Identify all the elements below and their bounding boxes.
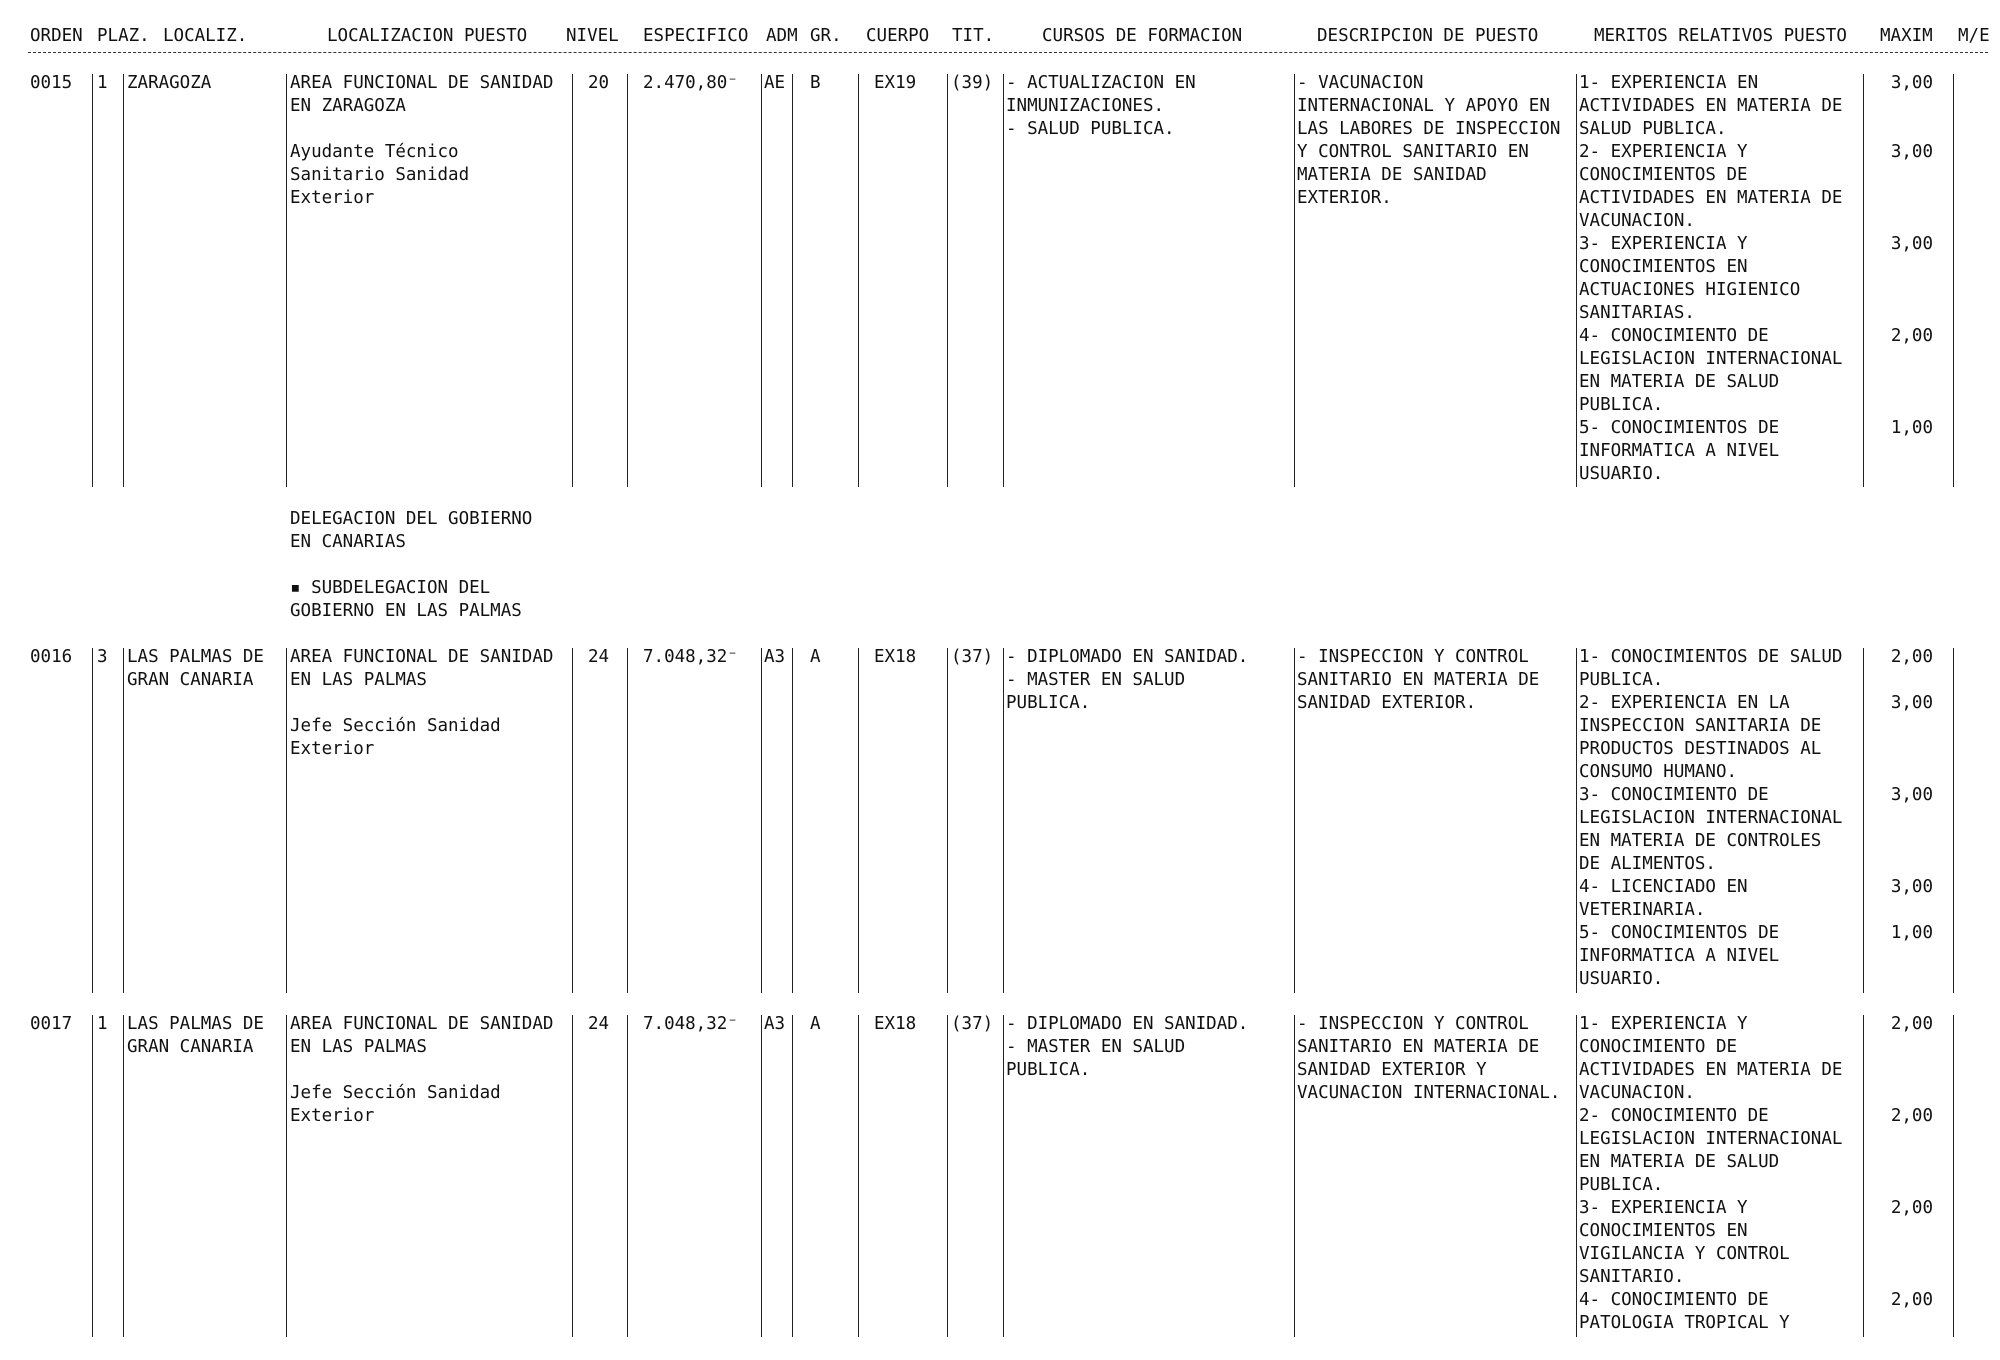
localizacion-puesto-value: AREA FUNCIONAL DE SANIDAD EN LAS PALMAS Jefe Sección Sanidad Exterior bbox=[290, 1014, 554, 1126]
column-divider bbox=[858, 648, 859, 993]
column-divider bbox=[1003, 1015, 1004, 1337]
localiz-value: ZARAGOZA bbox=[127, 73, 212, 93]
merito-item: 3- EXPERIENCIA Y CONOCIMIENTOS EN ACTUACIONES HIGIENICO SANITARIAS. bbox=[1579, 234, 1801, 323]
column-divider bbox=[761, 648, 762, 993]
column-divider bbox=[123, 1015, 124, 1337]
header-cursos: CURSOS DE FORMACION bbox=[1042, 26, 1243, 46]
plaz-value: 1 bbox=[97, 73, 108, 93]
cuerpo-value: EX19 bbox=[874, 73, 917, 93]
merito-item: 4- CONOCIMIENTO DE LEGISLACION INTERNACIONAL EN MATERIA DE SALUD PUBLICA. bbox=[1579, 326, 1843, 415]
column-divider bbox=[1003, 74, 1004, 487]
descripcion-value: - INSPECCION Y CONTROL SANITARIO EN MATERIA DE SANIDAD EXTERIOR Y VACUNACION INTERNACIONAL. bbox=[1297, 1014, 1561, 1103]
column-divider bbox=[286, 648, 287, 993]
column-divider bbox=[1953, 648, 1954, 993]
merito-max: 2,00 bbox=[1890, 1198, 1933, 1218]
delegacion-title: DELEGACION DEL GOBIERNO EN CANARIAS bbox=[290, 509, 533, 552]
column-divider bbox=[1576, 74, 1577, 487]
column-divider bbox=[858, 1015, 859, 1337]
plaz-value: 3 bbox=[97, 647, 108, 667]
column-divider bbox=[627, 74, 628, 487]
nivel-value: 24 bbox=[588, 1014, 610, 1034]
header-tit: TIT. bbox=[952, 26, 995, 46]
column-divider bbox=[761, 74, 762, 487]
column-divider bbox=[1576, 648, 1577, 993]
cursos-value: - ACTUALIZACION EN INMUNIZACIONES. - SALUD PUBLICA. bbox=[1006, 73, 1196, 139]
column-divider bbox=[947, 74, 948, 487]
nivel-value: 24 bbox=[588, 647, 610, 667]
column-divider bbox=[92, 1015, 93, 1337]
column-divider bbox=[858, 74, 859, 487]
column-divider bbox=[92, 74, 93, 487]
merito-max: 2,00 bbox=[1890, 1014, 1933, 1034]
merito-max: 3,00 bbox=[1890, 785, 1933, 805]
tit-value: (39) bbox=[951, 73, 994, 93]
merito-max: 3,00 bbox=[1890, 73, 1933, 93]
column-divider bbox=[1294, 648, 1295, 993]
header-maxim: MAXIM bbox=[1880, 26, 1933, 46]
especifico-value: 2.470,80⁻ bbox=[643, 73, 738, 93]
column-divider bbox=[1294, 74, 1295, 487]
especifico-value: 7.048,32⁻ bbox=[643, 1014, 738, 1034]
header-meritos: MERITOS RELATIVOS PUESTO bbox=[1594, 26, 1847, 46]
header-localizacion-puesto: LOCALIZACION PUESTO bbox=[327, 26, 528, 46]
column-divider bbox=[123, 74, 124, 487]
column-divider bbox=[627, 648, 628, 993]
column-divider bbox=[286, 74, 287, 487]
merito-item: 1- EXPERIENCIA Y CONOCIMIENTO DE ACTIVIDADES EN MATERIA DE VACUNACION. bbox=[1579, 1014, 1843, 1103]
merito-max: 2,00 bbox=[1890, 1290, 1933, 1310]
merito-item: 1- CONOCIMIENTOS DE SALUD PUBLICA. bbox=[1579, 647, 1843, 690]
especifico-value: 7.048,32⁻ bbox=[643, 647, 738, 667]
header-orden: ORDEN bbox=[30, 26, 83, 46]
header-especifico: ESPECIFICO bbox=[643, 26, 749, 46]
merito-item: 4- CONOCIMIENTO DE PATOLOGIA TROPICAL Y bbox=[1579, 1290, 1790, 1333]
column-divider bbox=[572, 1015, 573, 1337]
gr-value: A bbox=[810, 1014, 821, 1034]
cursos-value: - DIPLOMADO EN SANIDAD. - MASTER EN SALUD PUBLICA. bbox=[1006, 647, 1249, 713]
column-divider bbox=[92, 648, 93, 993]
merito-item: 2- CONOCIMIENTO DE LEGISLACION INTERNACIONAL EN MATERIA DE SALUD PUBLICA. bbox=[1579, 1106, 1843, 1195]
column-divider bbox=[572, 74, 573, 487]
merito-max: 1,00 bbox=[1890, 923, 1933, 943]
header-gr: GR. bbox=[810, 26, 842, 46]
header-adm: ADM bbox=[766, 26, 798, 46]
orden-value: 0015 bbox=[30, 73, 73, 93]
column-divider bbox=[1576, 1015, 1577, 1337]
merito-max: 2,00 bbox=[1890, 647, 1933, 667]
column-divider bbox=[947, 1015, 948, 1337]
merito-max: 1,00 bbox=[1890, 418, 1933, 438]
subdelegacion-title: ▪ SUBDELEGACION DEL GOBIERNO EN LAS PALMAS bbox=[290, 578, 522, 621]
merito-item: 2- EXPERIENCIA Y CONOCIMIENTOS DE ACTIVIDADES EN MATERIA DE VACUNACION. bbox=[1579, 142, 1843, 231]
column-divider bbox=[123, 648, 124, 993]
descripcion-value: - VACUNACION INTERNACIONAL Y APOYO EN LAS LABORES DE INSPECCION Y CONTROL SANITARIO EN MATERIA DE SANIDAD EXTERIOR. bbox=[1297, 73, 1561, 208]
column-divider bbox=[1003, 648, 1004, 993]
header-nivel: NIVEL bbox=[566, 26, 619, 46]
localiz-value: LAS PALMAS DE GRAN CANARIA bbox=[127, 647, 264, 690]
merito-max: 2,00 bbox=[1890, 1106, 1933, 1126]
column-divider bbox=[1953, 1015, 1954, 1337]
nivel-value: 20 bbox=[588, 73, 610, 93]
column-divider bbox=[1294, 1015, 1295, 1337]
column-divider bbox=[1953, 74, 1954, 487]
merito-item: 5- CONOCIMIENTOS DE INFORMATICA A NIVEL USUARIO. bbox=[1579, 923, 1780, 989]
merito-max: 3,00 bbox=[1890, 142, 1933, 162]
column-divider bbox=[572, 648, 573, 993]
cuerpo-value: EX18 bbox=[874, 1014, 917, 1034]
localiz-value: LAS PALMAS DE GRAN CANARIA bbox=[127, 1014, 264, 1057]
orden-value: 0016 bbox=[30, 647, 73, 667]
header-divider bbox=[28, 52, 1988, 53]
merito-max: 2,00 bbox=[1890, 326, 1933, 346]
adm-value: A3 bbox=[764, 647, 786, 667]
header-plaz: PLAZ. bbox=[97, 26, 150, 46]
adm-value: A3 bbox=[764, 1014, 786, 1034]
column-divider bbox=[286, 1015, 287, 1337]
column-divider bbox=[792, 74, 793, 487]
merito-item: 1- EXPERIENCIA EN ACTIVIDADES EN MATERIA DE SALUD PUBLICA. bbox=[1579, 73, 1843, 139]
merito-max: 3,00 bbox=[1890, 234, 1933, 254]
merito-item: 3- CONOCIMIENTO DE LEGISLACION INTERNACIONAL EN MATERIA DE CONTROLES DE ALIMENTOS. bbox=[1579, 785, 1843, 874]
header-localiz: LOCALIZ. bbox=[163, 26, 248, 46]
localizacion-puesto-value: AREA FUNCIONAL DE SANIDAD EN LAS PALMAS Jefe Sección Sanidad Exterior bbox=[290, 647, 554, 759]
gr-value: B bbox=[810, 73, 821, 93]
column-divider bbox=[947, 648, 948, 993]
adm-value: AE bbox=[764, 73, 786, 93]
cuerpo-value: EX18 bbox=[874, 647, 917, 667]
merito-max: 3,00 bbox=[1890, 693, 1933, 713]
column-divider bbox=[792, 1015, 793, 1337]
column-divider bbox=[792, 648, 793, 993]
header-cuerpo: CUERPO bbox=[866, 26, 930, 46]
plaz-value: 1 bbox=[97, 1014, 108, 1034]
merito-item: 5- CONOCIMIENTOS DE INFORMATICA A NIVEL USUARIO. bbox=[1579, 418, 1780, 484]
merito-max: 3,00 bbox=[1890, 877, 1933, 897]
column-divider bbox=[627, 1015, 628, 1337]
orden-value: 0017 bbox=[30, 1014, 73, 1034]
header-me: M/E bbox=[1958, 26, 1990, 46]
header-descripcion: DESCRIPCION DE PUESTO bbox=[1317, 26, 1539, 46]
tit-value: (37) bbox=[951, 1014, 994, 1034]
merito-item: 4- LICENCIADO EN VETERINARIA. bbox=[1579, 877, 1748, 920]
localizacion-puesto-value: AREA FUNCIONAL DE SANIDAD EN ZARAGOZA Ayudante Técnico Sanitario Sanidad Exterior bbox=[290, 73, 554, 208]
cursos-value: - DIPLOMADO EN SANIDAD. - MASTER EN SALUD PUBLICA. bbox=[1006, 1014, 1249, 1080]
column-divider bbox=[761, 1015, 762, 1337]
merito-item: 2- EXPERIENCIA EN LA INSPECCION SANITARIA DE PRODUCTOS DESTINADOS AL CONSUMO HUMANO. bbox=[1579, 693, 1822, 782]
merito-item: 3- EXPERIENCIA Y CONOCIMIENTOS EN VIGILANCIA Y CONTROL SANITARIO. bbox=[1579, 1198, 1790, 1287]
tit-value: (37) bbox=[951, 647, 994, 667]
gr-value: A bbox=[810, 647, 821, 667]
descripcion-value: - INSPECCION Y CONTROL SANITARIO EN MATERIA DE SANIDAD EXTERIOR. bbox=[1297, 647, 1540, 713]
